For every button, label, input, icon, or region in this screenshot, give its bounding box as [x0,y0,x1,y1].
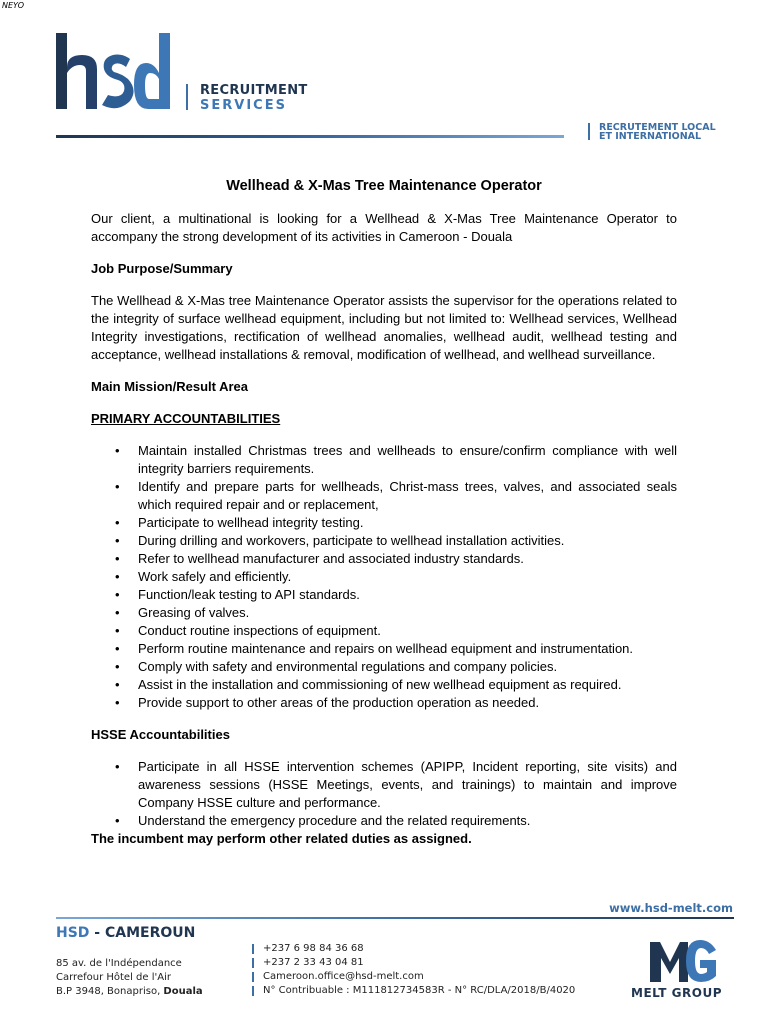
header-tagline-1: RECRUTEMENT LOCAL [599,122,716,133]
list-item: • Identify and prepare parts for wellheads, Christ-mass trees, valves, and associated seals which required repair and or replacement, [91,478,677,514]
list-item: • Provide support to other areas of the production operation as needed. [91,694,677,712]
list-item: • Comply with safety and environmental regulations and company policies. [91,658,677,676]
hsse-heading: HSSE Accountabilities [91,727,230,742]
header-rule [56,135,564,138]
list-item: • Assist in the installation and commissioning of new wellhead equipment as required. [91,676,677,694]
melt-group-name: MELT GROUP [631,986,722,1000]
document-body [91,176,677,848]
address-line: 85 av. de l'Indépendance [56,958,182,969]
footer-company-rest: - CAMEROUN [89,925,196,941]
header-right-bar [588,123,590,140]
list-item: • During drilling and workovers, participate to wellhead installation activities. [91,532,677,550]
primary-accountabilities-list [91,442,677,712]
hsse-list [91,758,677,830]
primary-accountabilities-heading: PRIMARY ACCOUNTABILITIES [91,411,281,426]
footer-address [56,957,203,999]
contact-registration: N° Contribuable : M111812734583R - N° RC/DLA/2018/B/4020 [250,984,575,998]
page-title: Wellhead & X-Mas Tree Maintenance Operator [226,178,542,194]
list-item: • Understand the emergency procedure and the related requirements. [91,812,677,830]
logo-text-recruitment: RECRUITMENT [200,83,308,98]
footer-company-prefix: HSD [56,925,90,941]
list-item: • Greasing of valves. [91,604,677,622]
closing-statement: The incumbent may perform other related duties as assigned. [91,831,472,846]
address-line [56,985,203,999]
footer-website-link[interactable]: www.hsd-melt.com [609,901,733,915]
list-item: • Participate in all HSSE intervention schemes (APIPP, Incident reporting, site visits) and awareness sessions (HSSE Meetings, events, and trainings) to maintain and improve Company HSSE culture and performance. [91,758,677,812]
job-purpose-heading: Job Purpose/Summary [91,261,233,276]
footer-rule [56,917,734,919]
header-tagline-2: ET INTERNATIONAL [599,131,702,142]
address-prefix: B.P 3948, Bonapriso, [56,986,164,997]
logo-divider [186,84,188,110]
job-purpose-paragraph: The Wellhead & X-Mas tree Maintenance Operator assists the supervisor for the operations related to the integrity of surface wellhead equipment, including but not limited to: Wellhead services, Wellhead Integrity investigations, rectification of wellhead anomalies, wellhead audit, wellhead testing and acceptance, wellhead installations & removal, modification of wellhead, and wellhead surveillance. [91,293,677,362]
list-item: • Perform routine maintenance and repairs on wellhead equipment and instrumentation. [91,640,677,658]
list-item: • Conduct routine inspections of equipment. [91,622,677,640]
contact-phone-1: +237 6 98 84 36 68 [250,942,575,956]
intro-paragraph: Our client, a multinational is looking for a Wellhead & X-Mas Tree Maintenance Operator to accompany the strong development of its activities in Cameroon - Douala [91,211,677,244]
corner-tag: NEYO [2,1,25,10]
logo-text-services: SERVICES [200,98,287,113]
list-item: • Work safely and efficiently. [91,568,677,586]
main-mission-heading: Main Mission/Result Area [91,379,248,394]
address-line: Carrefour Hôtel de l'Air [56,972,171,983]
melt-group-logo-icon [648,938,718,984]
list-item: • Maintain installed Christmas trees and wellheads to ensure/confirm compliance with well integrity barriers requirements. [91,442,677,478]
hsd-logo-icon [56,33,171,111]
footer-contacts [250,942,575,998]
contact-phone-2: +237 2 33 43 04 81 [250,956,575,970]
contact-email[interactable]: Cameroon.office@hsd-melt.com [250,970,575,984]
list-item: • Refer to wellhead manufacturer and associated industry standards. [91,550,677,568]
footer-company-name [56,925,195,941]
list-item: • Function/leak testing to API standards. [91,586,677,604]
list-item: • Participate to wellhead integrity testing. [91,514,677,532]
address-city: Douala [163,986,203,997]
